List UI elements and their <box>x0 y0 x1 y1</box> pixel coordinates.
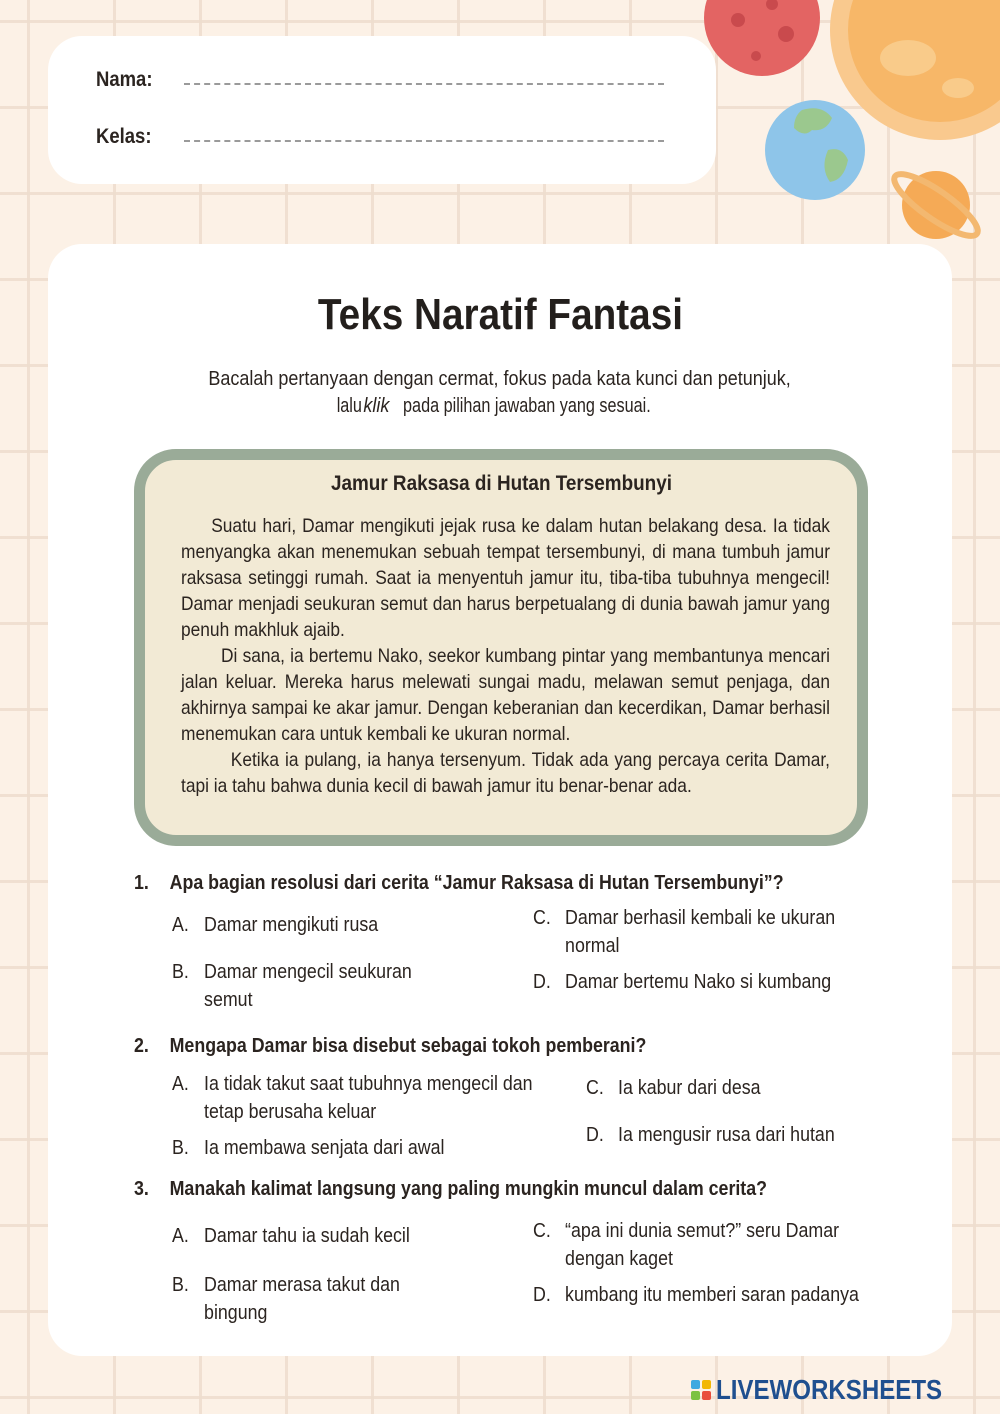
story-title: Jamur Raksasa di Hutan Tersembunyi <box>330 472 672 495</box>
option-letter: D. <box>533 1284 551 1306</box>
option-letter: D. <box>533 971 551 993</box>
instruction-line-1: Bacalah pertanyaan dengan cermat, fokus pada kata kunci dan petunjuk, <box>208 368 792 390</box>
class-label: Kelas: <box>96 125 152 148</box>
answer-option[interactable] <box>172 1134 528 1162</box>
story-paragraph-2: Di sana, ia bertemu Nako, seekor kumbang pintar yang membantunya mencari jalan keluar. Mereka harus melewati sungai madu, melawan semut penjaga, dan akhirnya sampai ke akar jamur. Dengan keberanian dan kecerdikan, Damar berhasil menemukan cara untuk kembali ke ukuran normal. <box>181 645 830 745</box>
option-text: Ia kabur dari desa <box>618 1077 761 1099</box>
option-letter: B. <box>172 961 189 983</box>
option-text: Damar mengecil seukuran semut <box>204 961 412 1011</box>
name-row <box>96 68 664 92</box>
answer-option[interactable] <box>172 1271 439 1327</box>
answer-option[interactable] <box>533 968 889 996</box>
option-text: Damar berhasil kembali ke ukuran normal <box>565 907 836 957</box>
ringed-planet-icon <box>887 165 985 245</box>
name-label: Nama: <box>96 68 153 91</box>
story-paragraph-1: Suatu hari, Damar mengikuti jejak rusa ke dalam hutan belakang desa. Ia tidak menyangka akan menemukan sebuah tempat tersembunyi, di mana tumbuh jamur raksasa setinggi rumah. Saat ia menyentuh jamur itu, tiba-tiba tubuhnya mengecil! Damar menjadi seukuran semut dan harus berpetualang di dunia bawah jamur yang penuh makhluk ajaib. <box>181 515 830 641</box>
option-text: Ia tidak takut saat tubuhnya mengecil dan tetap berusaha keluar <box>204 1073 533 1123</box>
option-text: Damar bertemu Nako si kumbang <box>565 971 832 993</box>
option-letter: C. <box>533 907 551 929</box>
option-letter: A. <box>172 914 189 936</box>
story-body <box>181 513 830 799</box>
option-text: “apa ini dunia semut?” seru Damar dengan kaget <box>565 1220 840 1270</box>
story-paragraph-3: Ketika ia pulang, ia hanya tersenyum. Tidak ada yang percaya cerita Damar, tapi ia tahu bahwa dunia kecil di bawah jamur itu benar-benar ada. <box>181 749 830 797</box>
liveworksheets-brand <box>691 1374 986 1406</box>
question-1 <box>134 872 784 895</box>
question-text: Mengapa Damar bisa disebut sebagai tokoh pemberani? <box>169 1035 647 1057</box>
question-text: Apa bagian resolusi dari cerita “Jamur Raksasa di Hutan Tersembunyi”? <box>169 872 784 894</box>
red-planet-icon <box>704 0 820 76</box>
option-text: Damar tahu ia sudah kecil <box>204 1225 410 1247</box>
earth-icon <box>765 100 865 200</box>
option-text: Ia membawa senjata dari awal <box>204 1137 445 1159</box>
class-field[interactable] <box>184 140 664 142</box>
name-field[interactable] <box>184 83 664 85</box>
student-info-card <box>48 36 716 184</box>
option-letter: D. <box>586 1124 604 1146</box>
option-text: Damar merasa takut dan bingung <box>204 1274 400 1324</box>
option-text: Damar mengikuti rusa <box>204 914 379 936</box>
question-number: 3. <box>134 1178 149 1200</box>
question-3 <box>134 1178 767 1201</box>
answer-option[interactable] <box>586 1074 889 1102</box>
option-letter: B. <box>172 1274 189 1296</box>
class-row <box>96 125 664 149</box>
answer-option[interactable] <box>172 958 439 1014</box>
question-number: 1. <box>134 872 149 894</box>
answer-option[interactable] <box>172 1070 537 1126</box>
option-letter: A. <box>172 1225 189 1247</box>
option-letter: C. <box>586 1077 604 1099</box>
answer-option[interactable] <box>172 1222 528 1250</box>
question-number: 2. <box>134 1035 149 1057</box>
question-text: Manakah kalimat langsung yang paling mungkin muncul dalam cerita? <box>169 1178 768 1200</box>
liveworksheets-logo-icon <box>691 1380 711 1400</box>
option-text: Ia mengusir rusa dari hutan <box>618 1124 835 1146</box>
page-title: Teks Naratif Fantasi <box>317 290 683 339</box>
option-letter: A. <box>172 1073 189 1095</box>
option-text: kumbang itu memberi saran padanya <box>565 1284 859 1306</box>
answer-option[interactable] <box>172 911 466 939</box>
answer-option[interactable] <box>533 904 880 960</box>
question-2 <box>134 1035 646 1058</box>
answer-option[interactable] <box>586 1121 906 1149</box>
instruction-line-2: laluklikpada pilihan jawaban yang sesuai. <box>336 395 651 417</box>
story-box <box>134 449 868 846</box>
option-letter: B. <box>172 1137 189 1159</box>
sun-icon <box>830 0 1000 140</box>
answer-option[interactable] <box>533 1281 907 1309</box>
option-letter: C. <box>533 1220 551 1242</box>
answer-option[interactable] <box>533 1217 889 1273</box>
brand-wordmark: LIVEWORKSHEETS <box>716 1374 943 1405</box>
planets-decoration <box>690 0 1000 260</box>
